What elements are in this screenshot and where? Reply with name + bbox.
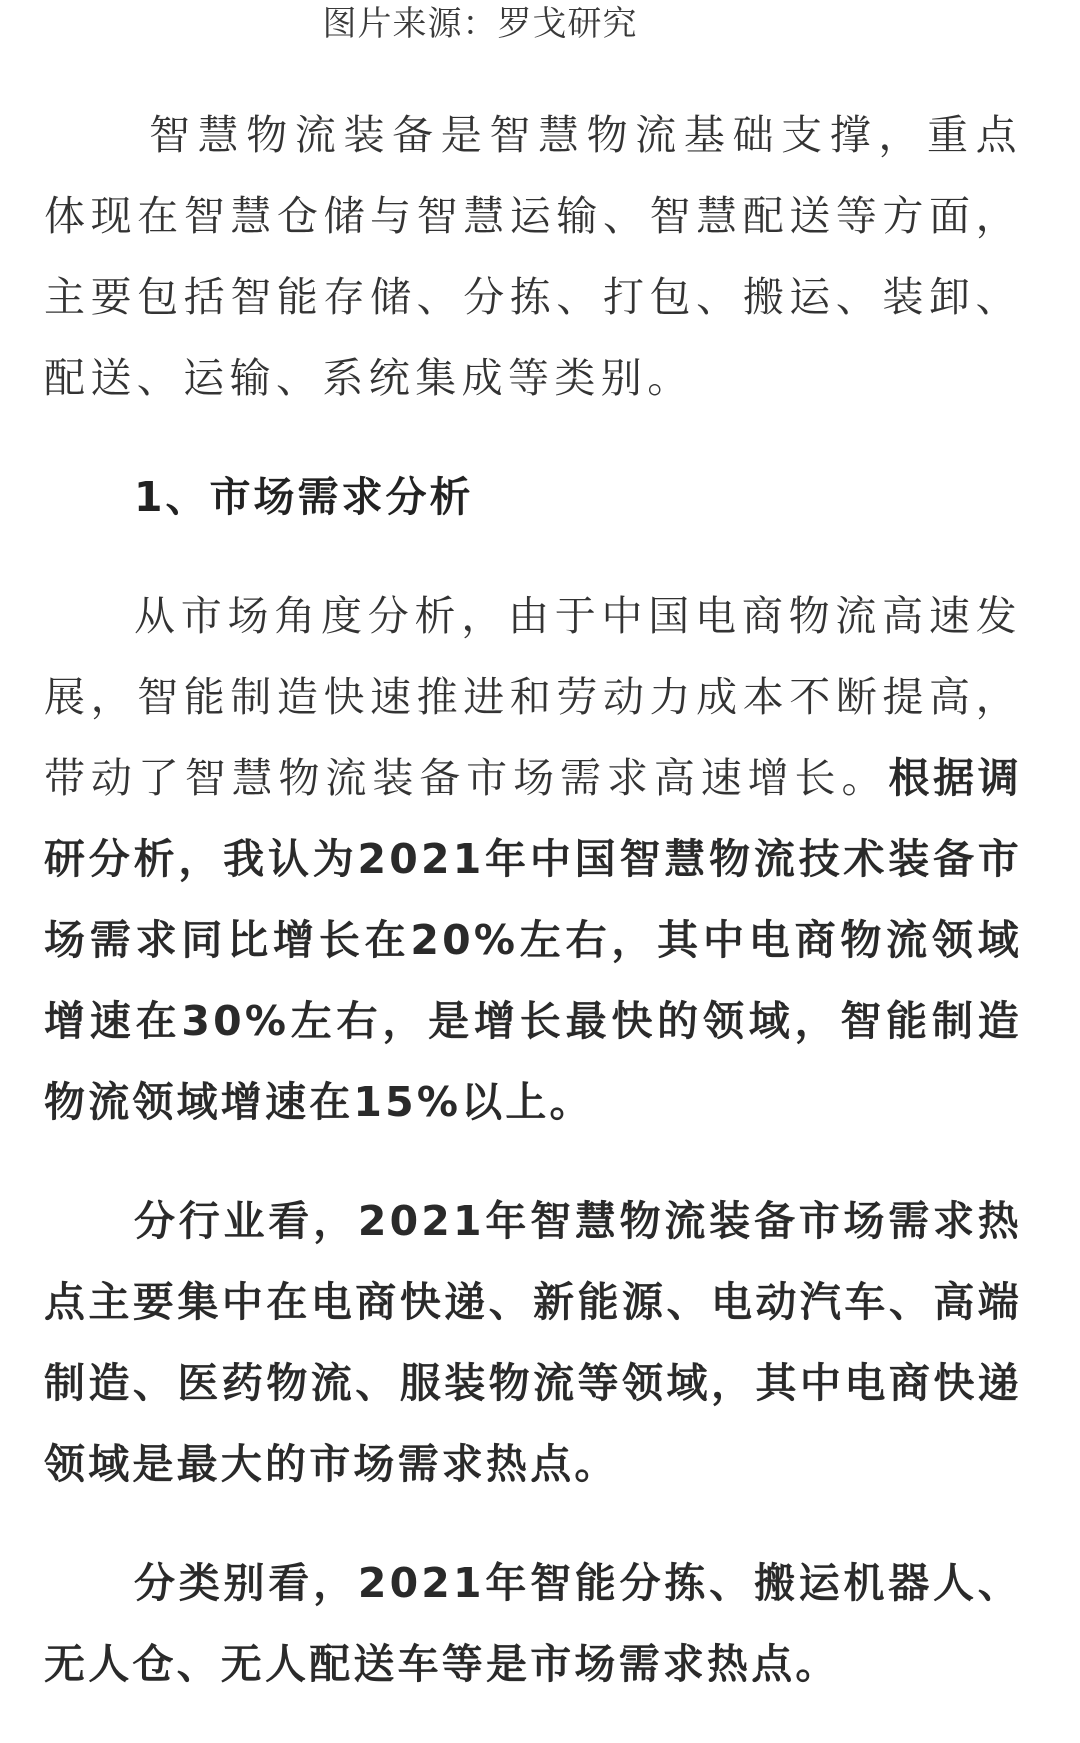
paragraph-market-analysis-text: 从市场角度分析，由于中国电商物流高速发展，智能制造快速推进和劳动力成本不断提高，带动了智慧物流装备市场需求高速增长。 [44, 592, 1022, 802]
paragraph-market-analysis-bold: 根据调研分析，我认为2021年中国智慧物流技术装备市场需求同比增长在20%左右，其中电商物流领域增速在30%左右，是增长最快的领域，智能制造物流领域增速在15%以上。 [44, 754, 1022, 1126]
paragraph-industry-view: 分行业看，2021年智慧物流装备市场需求热点主要集中在电商快递、新能源、电动汽车、高端制造、医药物流、服装物流等领域，其中电商快递领域是最大的市场需求热点。 [44, 1197, 1022, 1488]
section-heading-market-demand: 1、市场需求分析 [134, 473, 474, 521]
paragraph-market-analysis [44, 576, 1022, 1143]
image-source-caption: 图片来源：罗戈研究 [322, 4, 638, 44]
article-body [44, 95, 1022, 1743]
paragraph-category-view: 分类别看，2021年智能分拣、搬运机器人、无人仓、无人配送车等是市场需求热点。 [44, 1559, 1022, 1688]
paragraph-intro: 智慧物流装备是智慧物流基础支撑，重点体现在智慧仓储与智慧运输、智慧配送等方面，主要包括智能存储、分拣、打包、搬运、装卸、配送、运输、系统集成等类别。 [44, 111, 1022, 402]
